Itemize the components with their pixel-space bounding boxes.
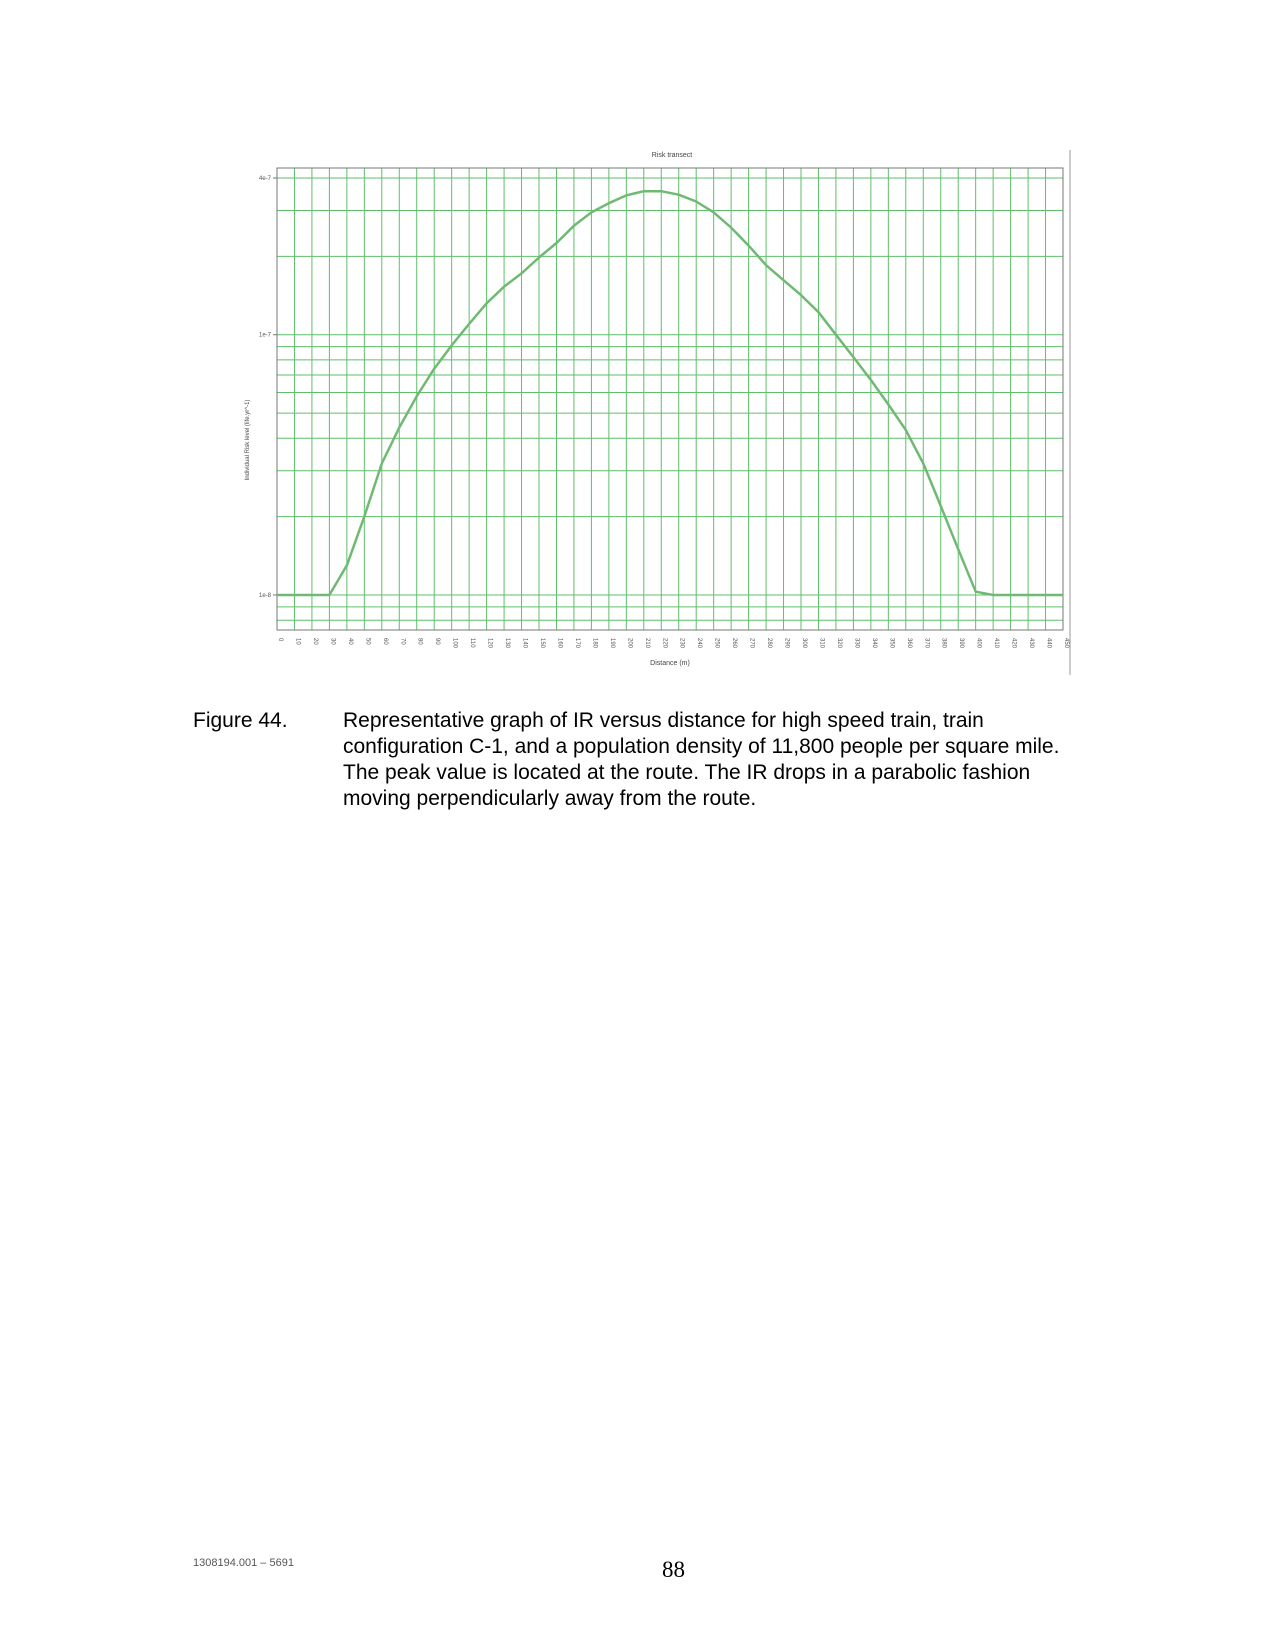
x-tick-label: 160 — [556, 638, 563, 649]
x-tick-label: 270 — [748, 638, 755, 649]
x-tick-label: 430 — [1028, 638, 1035, 649]
x-tick-label: 230 — [678, 638, 685, 649]
x-tick-label: 90 — [434, 638, 441, 645]
x-tick-label: 340 — [870, 638, 877, 649]
figure-label: Figure 44. — [193, 709, 288, 732]
grid-vertical — [277, 168, 1063, 630]
series-line — [277, 191, 1063, 595]
x-tick-label: 110 — [469, 638, 476, 648]
x-tick-label: 420 — [1010, 638, 1017, 649]
page-number: 88 — [662, 1557, 685, 1582]
x-tick-label: 210 — [643, 638, 650, 649]
plot-frame — [277, 168, 1063, 630]
x-tick-label: 60 — [381, 638, 388, 645]
x-tick-label: 30 — [329, 638, 336, 645]
x-tick-label: 10 — [294, 638, 301, 645]
x-tick-label: 400 — [975, 638, 982, 649]
x-tick-label: 0 — [277, 638, 283, 642]
x-tick-label: 220 — [661, 638, 668, 649]
x-tick-label: 380 — [940, 638, 947, 649]
x-tick-label: 320 — [835, 638, 842, 649]
x-tick-label: 140 — [521, 638, 528, 649]
x-tick-label: 40 — [346, 638, 353, 645]
x-tick-label: 260 — [731, 638, 738, 649]
x-axis-ticks — [277, 638, 1069, 649]
chart-title: Risk transect — [651, 152, 693, 159]
x-tick-label: 170 — [573, 638, 580, 649]
x-tick-label: 80 — [416, 638, 423, 645]
x-tick-label: 450 — [1063, 638, 1069, 649]
risk-transect-chart — [230, 140, 1080, 680]
x-tick-label: 290 — [783, 638, 790, 649]
x-tick-label: 20 — [311, 638, 318, 645]
x-tick-label: 70 — [399, 638, 406, 645]
x-tick-label: 180 — [591, 638, 598, 649]
x-tick-label: 240 — [696, 638, 703, 649]
x-tick-label: 300 — [801, 638, 807, 649]
x-tick-label: 120 — [486, 638, 493, 649]
y-tick-label: 1e-7 — [258, 332, 271, 339]
x-tick-label: 360 — [905, 638, 912, 649]
y-axis-ticks — [259, 176, 277, 599]
y-tick-label: 1e-8 — [258, 593, 271, 599]
x-tick-label: 150 — [539, 638, 545, 649]
x-tick-label: 190 — [608, 638, 615, 649]
x-tick-label: 130 — [504, 638, 511, 649]
y-tick-label: 4e-7 — [258, 176, 271, 182]
y-axis-label: Individual Risk level (life.yr^-1) — [245, 399, 251, 481]
x-tick-label: 410 — [993, 638, 1000, 649]
x-tick-label: 50 — [364, 638, 371, 645]
x-tick-label: 440 — [1045, 638, 1052, 649]
x-tick-label: 280 — [766, 638, 773, 649]
x-tick-label: 350 — [888, 638, 895, 649]
x-tick-label: 310 — [818, 638, 825, 649]
figure-caption: Representative graph of IR versus distance for high speed train, train configuration C-1, and a population density of 11,800 people per square mile. The peak value is located at the route. The IR drops in a parabolic fashion moving perpendicularly away from the route. — [343, 709, 1060, 810]
document-id: 1308194.001 – 5691 — [193, 1557, 294, 1569]
x-tick-label: 200 — [626, 638, 633, 649]
x-axis-label: Distance (m) — [650, 660, 690, 667]
x-tick-label: 250 — [713, 638, 720, 649]
x-tick-label: 370 — [923, 638, 930, 649]
x-tick-label: 100 — [451, 638, 458, 649]
x-tick-label: 330 — [853, 638, 860, 649]
x-tick-label: 390 — [958, 638, 965, 649]
grid-horizontal — [277, 178, 1063, 620]
